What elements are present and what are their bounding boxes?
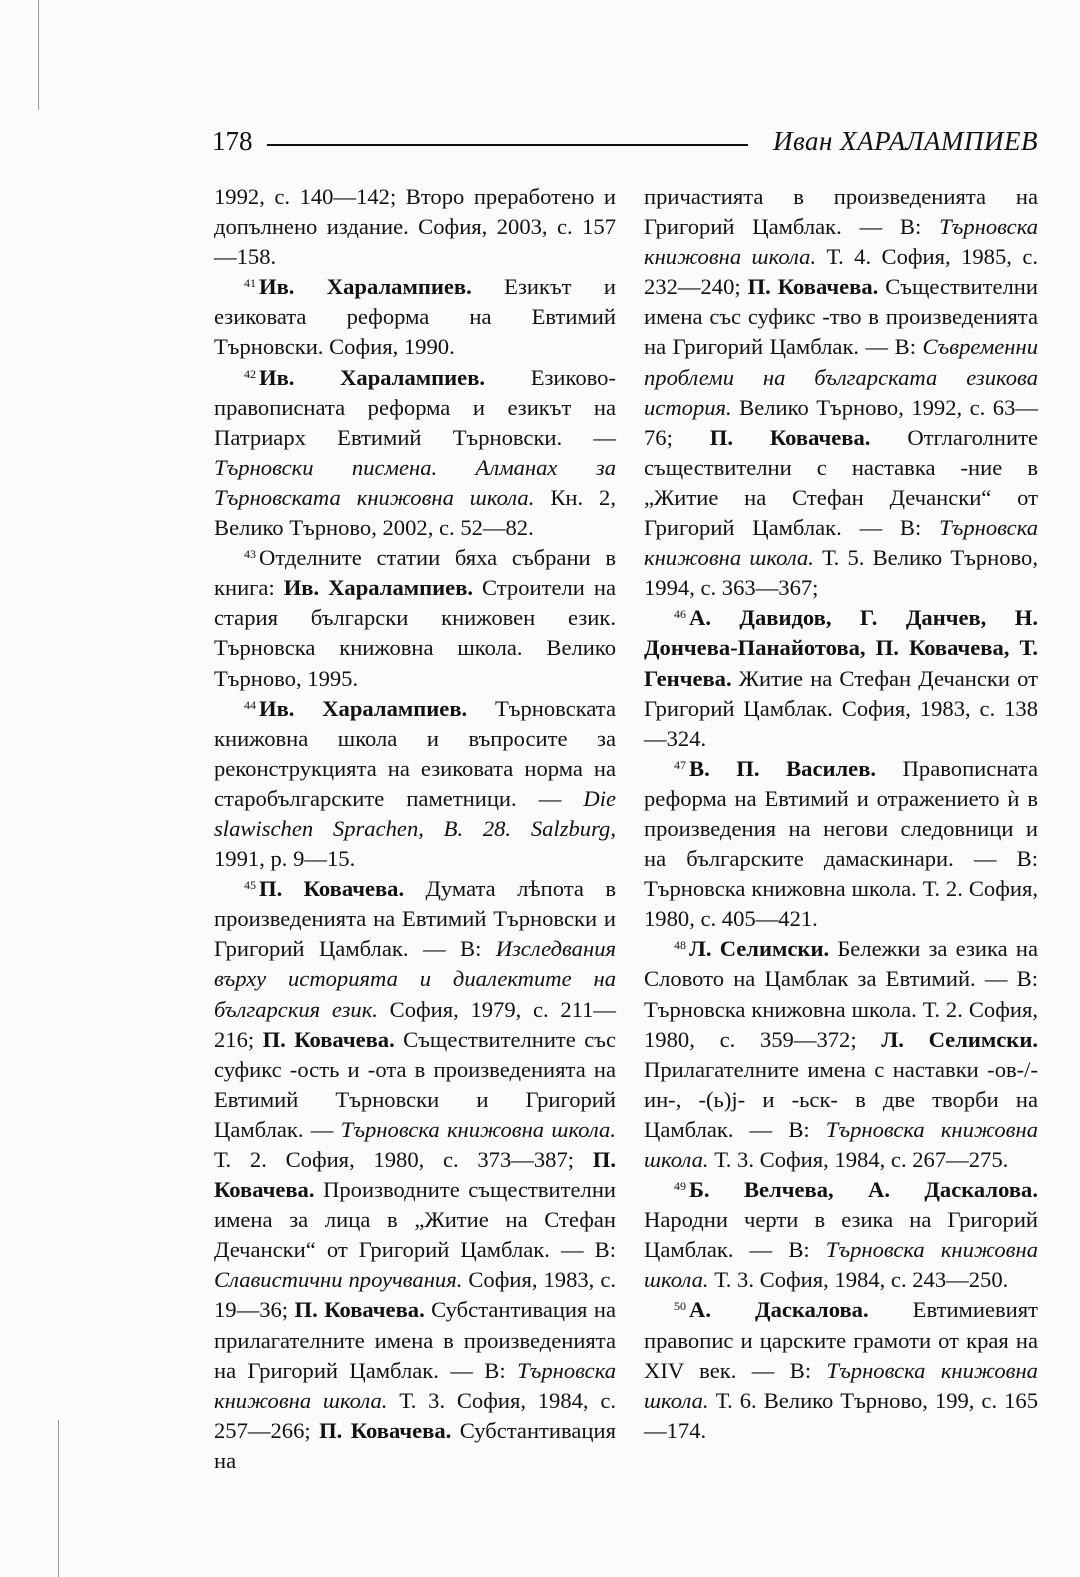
footnote-48: $^{48}$ Л. Селимски. Бележки за езика на Словото на Цамблак за Евтимий. — В: Търновска книжовна школа. Т. 2. София, 1980, с. 359—372; Л. Селимски. Прилагателните имена с наставки -ов-/-ин-, -(ь)j- и -ьск- в две творби на Цамблак. — В: Търновска книжовна школа. Т. 3. София, 1984, с. 267—275. [644,936,1038,1172]
page-number: 178 [212,126,253,156]
running-head: Иван ХАРАЛАМПИЕВ [773,126,1038,156]
footnotes-right-column [644,182,1038,1446]
footnote-49: $^{49}$ Б. Велчева, А. Даскалова. Народни черти в езика на Григорий Цамблак. — В: Търновска книжовна школа. Т. 3. София, 1984, с. 243—250. [644,1177,1038,1293]
footnote-40-continuation: 1992, с. 140—142; Второ преработено и допълнено издание. София, 2003, с. 157—158. [214,184,616,270]
scan-edge-mark [38,0,39,110]
footnote-41: $^{41}$ Ив. Харалампиев. Езикът и езиковата реформа на Евтимий Търновски. София, 1990. [214,274,616,360]
footnote-45-continuation: причастията в произведенията на Григорий Цамблак. — В: Търновска книжовна школа. Т. 4. София, 1985, с. 232—240; П. Ковачева. Съществителни имена със суфикс -тво в произведенията на Григорий Цамблак. — В: Съвременни проблеми на българската езикова история. Велико Търново, 1992, с. 63—76; П. Ковачева. Отглаголните съществителни с наставка -ние в „Житие на Стефан Дечански“ от Григорий Цамблак. — В: Търновска книжовна школа. Т. 5. Велико Търново, 1994, с. 363—367; [644,184,1039,601]
footnote-47: $^{47}$ В. П. Василев. Правописната реформа на Евтимий и отражението ѝ в произведения на негови следовници и на българските дамаскинари. — В: Търновска книжовна школа. Т. 2. София, 1980, с. 405—421. [644,755,1038,932]
footnotes-left-column [214,182,616,1476]
footnote-50: $^{50}$ А. Даскалова. Евтимиевият правопис и царските грамоти от края на XIV век. — В: Търновска книжовна школа. Т. 6. Велико Търново, 199, с. 165—174. [644,1297,1038,1443]
footnote-44: $^{44}$ Ив. Харалампиев. Търновската книжовна школа и въпросите за реконструкцията на езиковата норма на старобългарските паметници. — Die slawischen Sprachen, B. 28. Salzburg, 1991, p. 9—15. [214,695,616,872]
header-rule [267,144,748,146]
footnote-43: $^{43}$ Отделните статии бяха събрани в книга: Ив. Харалампиев. Строители на стария български книжовен език. Търновска книжовна школа. Велико Търново, 1995. [214,545,616,691]
footnote-45: $^{45}$ П. Ковачева. Думата лѣпота в произведенията на Евтимий Търновски и Григорий Цамблак. — В: Изследвания върху историята и диалектите на българския език. София, 1979, с. 211—216; П. Ковачева. Съществителните със суфикс -ость и -ота в произведенията на Евтимий Търновски и Григорий Цамблак. — Търновска книжовна школа. Т. 2. София, 1980, с. 373—387; П. Ковачева. Производните съществителни имена за лица в „Житие на Стефан Дечански“ от Григорий Цамблак. — В: Славистични проучвания. София, 1983, с. 19—36; П. Ковачева. Субстантивация на прилагателните имена в произведенията на Григорий Цамблак. — В: Търновска книжовна школа. Т. 3. София, 1984, с. 257—266; П. Ковачева. Субстантивация на [214,876,617,1473]
scan-edge-mark [58,1420,59,1577]
footnote-42: $^{42}$ Ив. Харалампиев. Езиково-правописната реформа и езикът на Патриарх Евтимий Търновски. — Търновски писмена. Алманах за Търновската книжовна школа. Кн. 2, Велико Търново, 2002, с. 52—82. [214,364,616,541]
page-header [212,118,1038,158]
footnote-46: $^{46}$ А. Давидов, Г. Данчев, Н. Дончева-Панайотова, П. Ковачева, Т. Генчева. Житие на Стефан Дечански от Григорий Цамблак. София, 1983, с. 138—324. [644,605,1038,751]
